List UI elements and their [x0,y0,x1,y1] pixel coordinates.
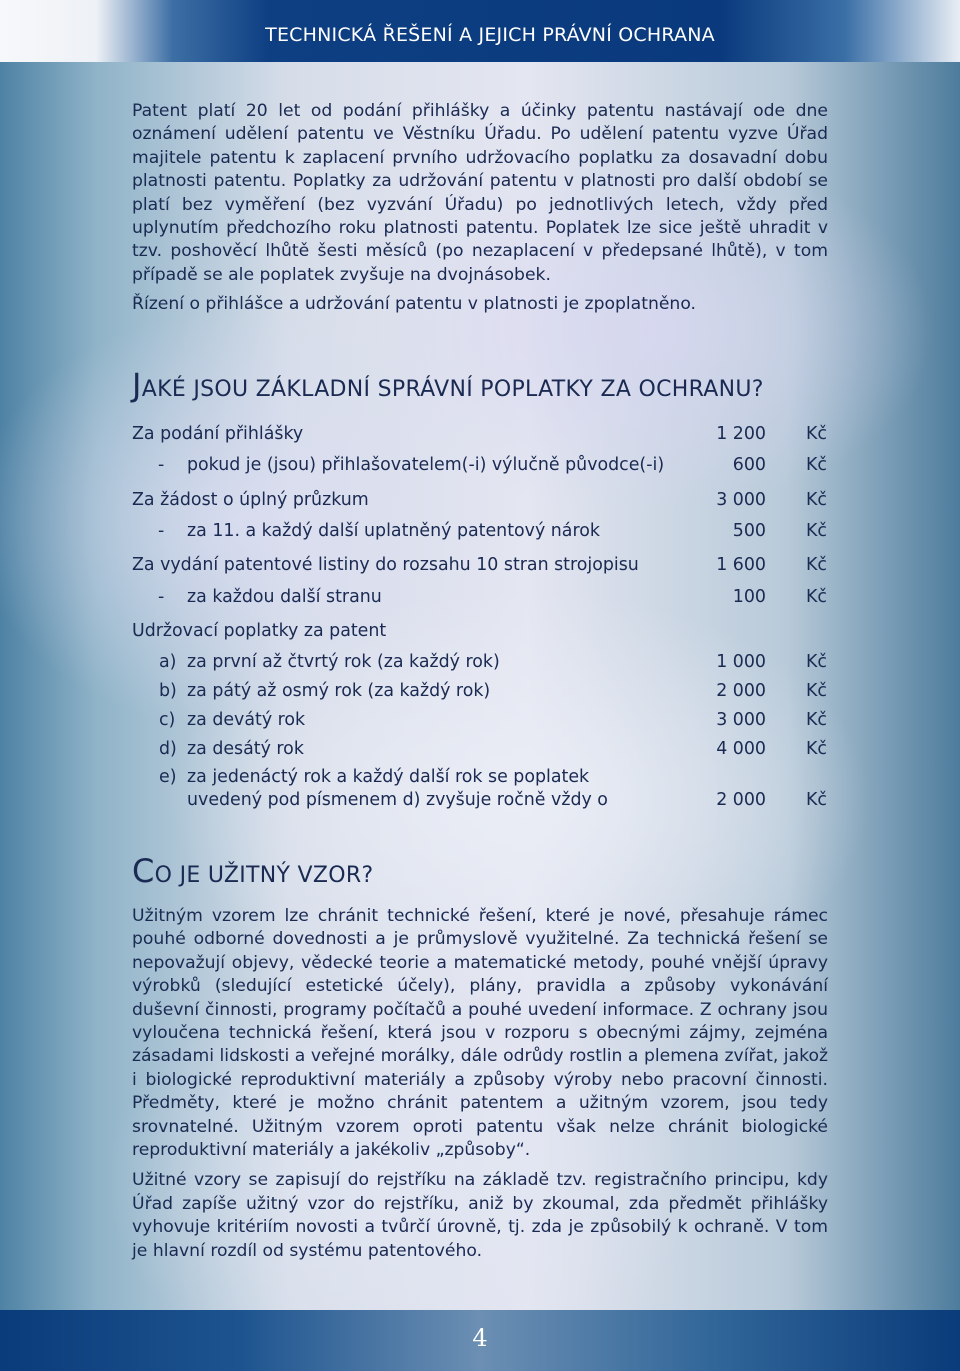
fee-label: Udržovací poplatky za patent [132,621,387,641]
fee-currency: Kč [806,424,827,444]
fee-label: Za vydání patentové listiny do rozsahu 10 stran strojopisu [132,555,639,575]
fee-row [132,621,828,645]
fee-label: za první až čtvrtý rok (za každý rok) [187,652,500,672]
fee-letter: a) [159,652,177,672]
fee-row [132,767,828,791]
fee-amount: 500 [732,521,766,541]
fee-dash: - [158,455,165,475]
fee-row [132,790,828,814]
fees-heading-initial: J [132,366,142,404]
utility-paragraph-2: Užitné vzory se zapisují do rejstříku na základě tzv. registračního principu, kdy Úřad zapíše užitný vzor do rejstříku, aniž by zkoumal, zda předmět přihlášky vyhovuje kritériím novosti a tvůrčí úrovně, tj. zda je způsobilý k ochraně. V tom je hlavní rozdíl od systému patentového. [132,1170,828,1261]
fee-row [132,424,828,448]
fee-currency: Kč [806,652,827,672]
fee-row [132,710,828,734]
fee-currency: Kč [806,681,827,701]
fee-amount: 600 [732,455,766,475]
fee-amount: 4 000 [716,739,766,759]
fee-label: za jedenáctý rok a každý další rok se poplatek [187,767,590,787]
fee-row [132,739,828,763]
fee-amount: 1 600 [716,555,766,575]
fee-label: Za podání přihlášky [132,424,304,444]
fee-row [132,455,828,479]
fee-label: za každou další stranu [187,587,382,607]
fee-label: za desátý rok [187,739,304,759]
fee-amount: 3 000 [716,710,766,730]
fee-currency: Kč [806,587,827,607]
fee-amount: 1 200 [716,424,766,444]
fee-dash: - [158,587,165,607]
fee-amount: 100 [732,587,766,607]
fee-label: za pátý až osmý rok (za každý rok) [187,681,491,701]
fee-currency: Kč [806,710,827,730]
fee-currency: Kč [806,739,827,759]
fee-letter: c) [159,710,176,730]
fee-row [132,521,828,545]
fee-amount: 2 000 [716,790,766,810]
fee-currency: Kč [806,790,827,810]
fee-currency: Kč [806,490,827,510]
fee-letter: d) [159,739,177,759]
fee-label: Za žádost o úplný průzkum [132,490,369,510]
fee-currency: Kč [806,555,827,575]
fees-heading [132,366,764,404]
fee-row [132,587,828,611]
fee-label: pokud je (jsou) přihlašovatelem(-i) výlučně původce(-i) [187,455,665,475]
intro-paragraph-1: Patent platí 20 let od podání přihlášky a účinky patentu nastávají ode dne oznámení udělení patentu ve Věstníku Úřadu. Po udělení patentu vyzve Úřad majitele patentu k zaplacení prvního udržovacího poplatku za dosavadní dobu platnosti patentu. Poplatky za udržování patentu v platnosti pro další období se platí bez vyměření (bez vyzvání Úřadu) po jednotlivých letech, vždy před uplynutím předchozího roku platnosti patentu. Poplatek lze sice ještě uhradit v tzv. poshověcí lhůtě šesti měsíců (po nezaplacení v předepsané lhůtě), v tom případě se ale poplatek zvyšuje na dvojnásobek. [132,101,828,285]
fee-row [132,652,828,676]
intro-paragraph-2: Řízení o přihlášce a udržování patentu v platnosti je zpoplatněno. [132,294,696,315]
fee-currency: Kč [806,521,827,541]
fee-letter: e) [159,767,177,787]
fees-heading-text: AKÉ JSOU ZÁKLADNÍ SPRÁVNÍ POPLATKY ZA OCHRANU? [141,377,764,402]
fee-letter: b) [159,681,177,701]
utility-heading [132,852,373,890]
fee-row [132,555,828,579]
page-number: 4 [472,1324,488,1352]
fee-amount: 3 000 [716,490,766,510]
page-header [0,0,960,62]
fee-label: za devátý rok [187,710,306,730]
utility-section [132,905,828,1263]
utility-heading-text: O JE UŽITNÝ VZOR? [154,863,374,888]
fee-dash: - [158,521,165,541]
intro-section [132,100,828,317]
header-title: TECHNICKÁ ŘEŠENÍ A JEJICH PRÁVNÍ OCHRANA [265,24,715,46]
page-footer [0,1310,960,1371]
utility-heading-initial: C [132,852,155,890]
fee-label-continued: uvedený pod písmenem d) zvyšuje ročně vždy o [187,790,608,810]
fee-amount: 1 000 [716,652,766,672]
fee-currency: Kč [806,455,827,475]
fee-label: za 11. a každý další uplatněný patentový nárok [187,521,600,541]
utility-paragraph-1: Užitným vzorem lze chránit technické řešení, které je nové, přesahuje rámec pouhé odborné dovednosti a je průmyslově využitelné. Za technická řešení se nepovažují objevy, vědecké teorie a matematické metody, pouhé vnější úpravy výrobků (sledující estetické účely), plány, pravidla a způsoby vykonávání duševní činnosti, programy počítačů a pouhé uvedení informace. Z ochrany jsou vyloučena technická řešení, která jsou v rozporu s obecnými zájmy, zejména zásadami lidskosti a veřejné morálky, dále odrůdy rostlin a plemena zvířat, jakož i biologické reproduktivní materiály a způsoby výroby nebo pracovní činnosti. Předměty, které je možno chránit patentem a užitným vzorem, jsou tedy srovnatelné. Užitným vzorem oproti patentu však nelze chránit biologické reproduktivní materiály a jakékoliv „způsoby“. [132,906,828,1161]
fee-row [132,681,828,705]
fee-row [132,490,828,514]
fee-amount: 2 000 [716,681,766,701]
